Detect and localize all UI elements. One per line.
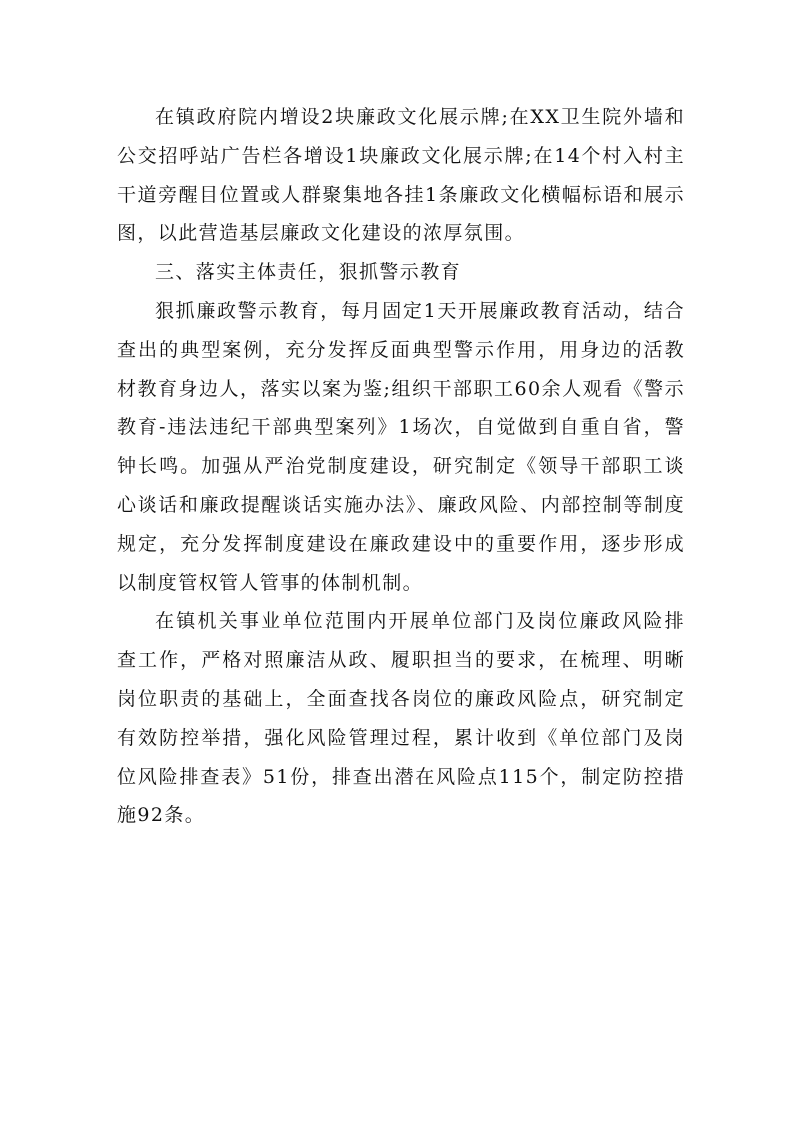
document-body — [117, 98, 685, 835]
paragraph-risk-inspection: 在镇机关事业单位范围内开展单位部门及岗位廉政风险排查工作，严格对照廉洁从政、履职担当的要求，在梳理、明晰岗位职责的基础上，全面查找各岗位的廉政风险点，研究制定有效防控举措，强化风险管理过程，累计收到《单位部门及岗位风险排查表》51份，排查出潜在风险点115个，制定防控措施92条。 — [117, 610, 685, 827]
paragraph-warning-education: 狠抓廉政警示教育，每月固定1天开展廉政教育活动，结合查出的典型案例，充分发挥反面典型警示作用，用身边的活教材教育身边人，落实以案为鉴;组织干部职工60余人观看《警示教育-违法违纪干部典型案列》1场次，自觉做到自重自省，警钟长鸣。加强从严治党制度建设，研究制定《领导干部职工谈心谈话和廉政提醒谈话实施办法》、廉政风险、内部控制等制度规定，充分发挥制度建设在廉政建设中的重要作用，逐步形成以制度管权管人管事的体制机制。 — [117, 299, 685, 594]
paragraph-culture-display-boards: 在镇政府院内增设2块廉政文化展示牌;在XX卫生院外墙和公交招呼站广告栏各增设1块廉政文化展示牌;在14个村入村主干道旁醒目位置或人群聚集地各挂1条廉政文化横幅标语和展示图，以此营造基层廉政文化建设的浓厚氛围。 — [117, 106, 685, 245]
section-heading-warning-education: 三、落实主体责任，狠抓警示教育 — [155, 261, 462, 284]
